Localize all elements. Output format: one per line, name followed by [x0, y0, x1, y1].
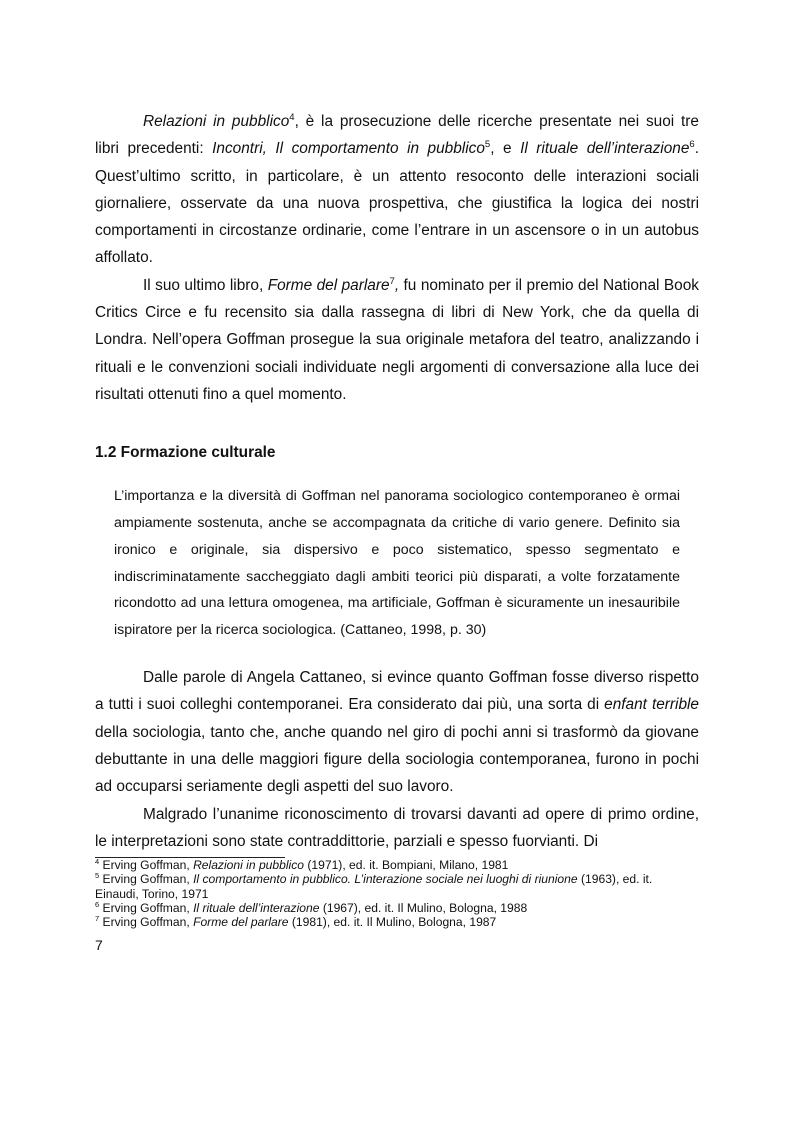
paragraph: [95, 801, 699, 856]
footnote: [95, 872, 699, 900]
text-run: , è la prosecuzione delle ricerche presentate nei suoi tre libri precedenti:: [95, 113, 699, 158]
text-run: Malgrado l’unanime riconoscimento di trovarsi davanti ad opere di primo ordine, le interpretazioni sono state contraddittorie, parziali e spesso fuorvianti. Di: [95, 805, 699, 850]
text-run: della sociologia, tanto che, anche quando nel giro di pochi anni si trasformò da giovane debuttante in una delle maggiori figure della sociologia contemporanea, furono in pochi ad occuparsi seriamente degli aspetti del suo lavoro.: [95, 723, 699, 796]
text-run: Dalle parole di Angela Cattaneo, si evince quanto Goffman fosse diverso rispetto a tutti i suoi colleghi contemporanei. Era considerato dai più, una sorta di: [95, 669, 699, 714]
footnote-ref: 5: [95, 871, 100, 881]
text-run: Erving Goffman,: [99, 858, 194, 873]
footnote-ref: 4: [289, 111, 295, 123]
footnote-ref: 6: [689, 139, 695, 151]
paragraph: [95, 272, 699, 408]
footnote: [95, 858, 699, 872]
text-run: (1971), ed. it. Bompiani, Milano, 1981: [304, 858, 509, 873]
block-quote: L’importanza e la diversità di Goffman nel panorama sociologico contemporaneo è ormai ampiamente sostenuta, anche se accompagnata da critiche di vario genere. Definito sia ironico e originale, sia dispersivo e poco sistematico, spesso segmentato e indiscriminatamente saccheggiato dagli ambiti teorici più disparati, a volte forzatamente ricondotto ad una lettura omogenea, ma artificiale, Goffman è sicuramente un inesauribile ispiratore per la ricerca sociologica. (Cattaneo, 1998, p. 30): [114, 488, 680, 639]
italic-text: Incontri, Il comportamento in pubblico: [212, 140, 485, 158]
footnote-ref: 5: [484, 139, 491, 151]
section-heading: 1.2 Formazione culturale: [95, 444, 276, 462]
italic-text: Il comportamento in pubblico. L’interazione sociale nei luoghi di riunione: [193, 872, 578, 887]
text-run: Erving Goffman,: [99, 872, 194, 887]
italic-text: Relazioni in pubblico: [193, 858, 304, 873]
page-number: 7: [95, 937, 103, 954]
text-run: (1981), ed. it. Il Mulino, Bologna, 1987: [288, 914, 497, 929]
italic-text: Forme del parlare: [193, 914, 289, 929]
text-run: . Quest’ultimo scritto, in particolare, è un attento resoconto delle interazioni sociali giornaliere, osservate da una nuova prospettiva, che giustifica la logica dei nostri comportamenti in circostanze ordinarie, come l’entrare in un ascensore o in un autobus affollato.: [95, 140, 699, 267]
text-run: (1967), ed. it. Il Mulino, Bologna, 1988: [319, 900, 528, 915]
text-run: Erving Goffman,: [99, 914, 194, 929]
text-run: fu nominato per il premio del National Book Critics Circe e fu recensito sia dalla rassegna di libri di New York, che da quella di Londra. Nell’opera Goffman prosegue la sua originale metafora del teatro, analizzando i rituali e le convenzioni sociali individuate negli argomenti di conversazione alla luce dei risultati ottenuti fino a quel momento.: [95, 276, 699, 403]
footnote-ref: 6: [95, 899, 100, 909]
footnote: [95, 901, 699, 915]
text-run: Il suo ultimo libro,: [143, 276, 268, 294]
italic-text: enfant terrible: [604, 696, 699, 714]
text-run: (1963), ed. it. Einaudi, Torino, 1971: [95, 872, 653, 901]
italic-text: ,: [394, 276, 400, 294]
footnote-ref: 7: [95, 913, 100, 923]
paragraph: [95, 108, 699, 272]
italic-text: Il rituale dell’interazione: [520, 140, 690, 158]
footnote: [95, 915, 699, 929]
italic-text: Il rituale dell’interazione: [193, 900, 320, 915]
footnote-ref: 4: [95, 857, 100, 867]
paragraph: [95, 664, 699, 800]
text-run: Erving Goffman,: [99, 900, 194, 915]
text-run: , e: [490, 140, 521, 158]
italic-text: Forme del parlare: [267, 276, 390, 294]
document-page: [95, 108, 699, 953]
italic-text: Relazioni in pubblico: [143, 113, 290, 130]
footnote-ref: 7: [389, 275, 395, 287]
